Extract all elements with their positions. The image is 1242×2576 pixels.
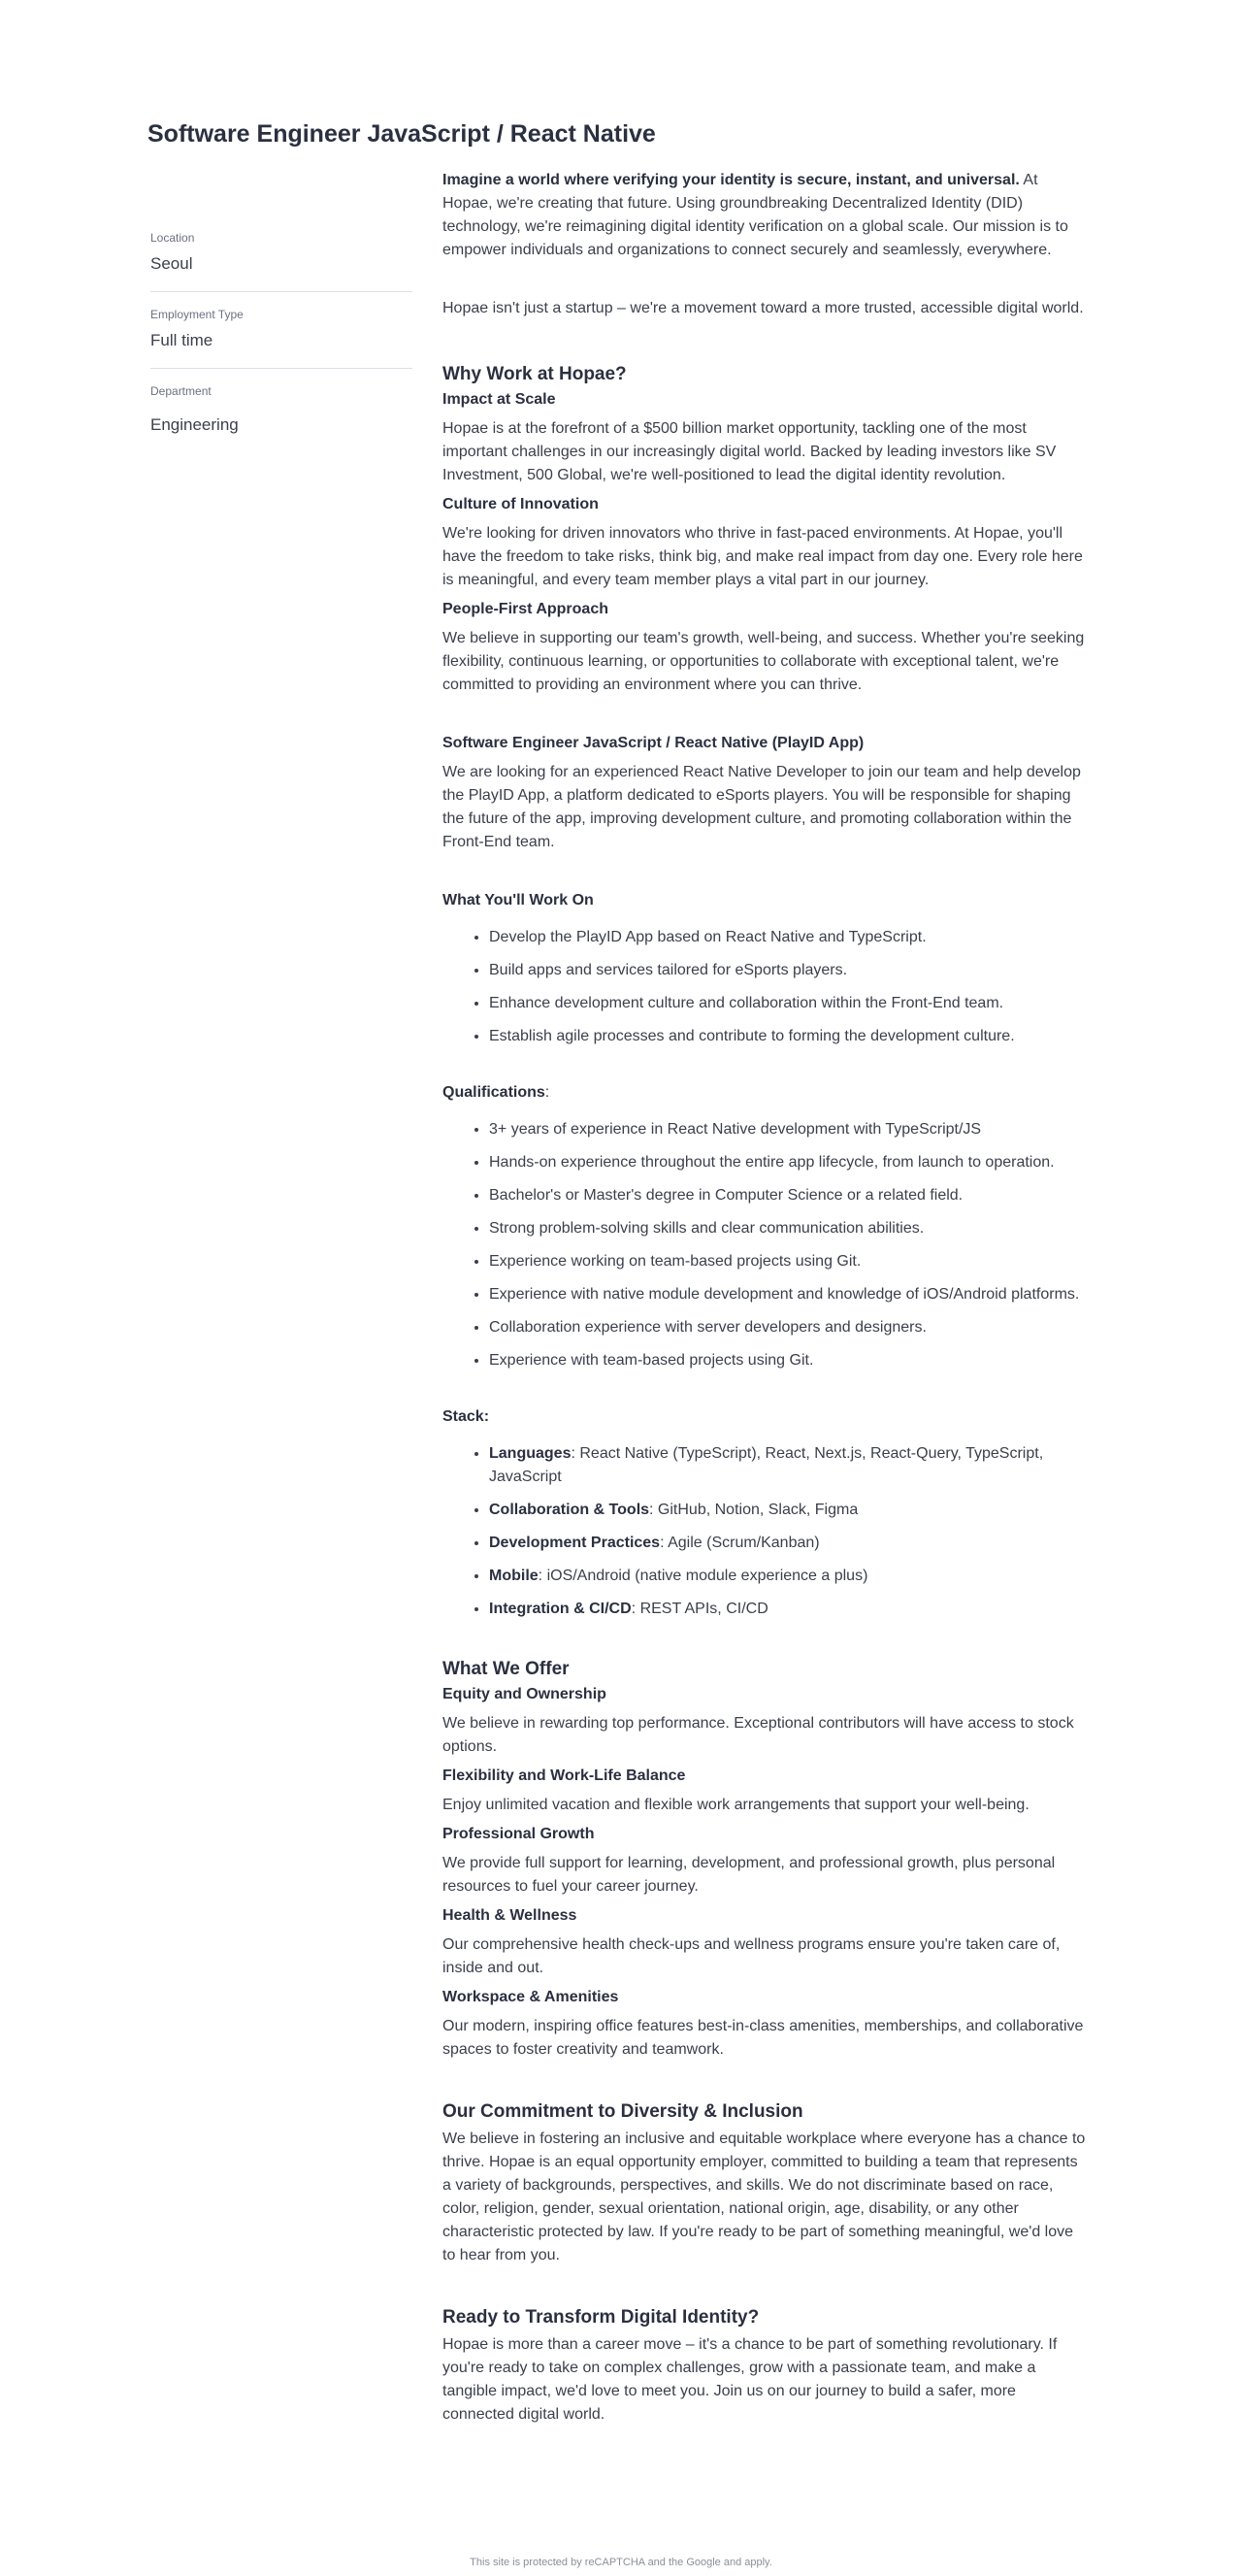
list-item: • Establish agile processes and contribute to forming the development culture.	[489, 1025, 1088, 1048]
offer-item-text: We provide full support for learning, development, and professional growth, plus personal resources to fuel your career journey.	[442, 1855, 1056, 1895]
list-item: • Experience working on team-based projects using Git.	[489, 1250, 1088, 1273]
offer-item-title: Flexibility and Work-Life Balance	[442, 1767, 686, 1784]
intro-text: At Hopae, we're creating that future. Using groundbreaking Decentralized Identity (DID) technology, we're reimagining digital identity verification on a global scale. Our mission is to empower individuals and organizations to connect securely and seamlessly, everywhere.	[442, 172, 1068, 258]
list-item: • Strong problem-solving skills and clear communication abilities.	[489, 1217, 1088, 1240]
job-details-sidebar	[150, 229, 412, 437]
offer-item-text: Our comprehensive health check-ups and wellness programs ensure you're taken care of, inside and out.	[442, 1936, 1061, 1976]
intro-paragraph	[442, 169, 1088, 262]
ready-heading: Ready to Transform Digital Identity?	[442, 2307, 760, 2328]
department-value: Engineering	[150, 415, 239, 434]
location-value: Seoul	[150, 254, 193, 273]
list-item	[489, 1565, 1088, 1588]
qualifications-heading	[442, 1081, 1088, 1105]
offer-item-text: We believe in rewarding top performance. Exceptional contributors will have access to stock options.	[442, 1715, 1074, 1755]
job-description	[442, 169, 1088, 2427]
offer-item-title: Health & Wellness	[442, 1907, 577, 1924]
list-item: • Bachelor's or Master's degree in Computer Science or a related field.	[489, 1184, 1088, 1207]
offer-item-text: Enjoy unlimited vacation and flexible work arrangements that support your well-being.	[442, 1797, 1030, 1813]
role-description: We are looking for an experienced React Native Developer to join our team and help develop the PlayID App, a platform dedicated to eSports players. You will be responsible for shaping the future of the app, improving development culture, and promoting collaboration within the Front-End team.	[442, 764, 1081, 850]
stack-value: : GitHub, Notion, Slack, Figma	[649, 1502, 859, 1518]
employment-type-label: Employment Type	[150, 308, 244, 321]
list-item: • Develop the PlayID App based on React Native and TypeScript.	[489, 926, 1088, 949]
why-item-title: Culture of Innovation	[442, 496, 599, 512]
stack-value: : React Native (TypeScript), React, Next.js, React-Query, TypeScript, JavaScript	[489, 1445, 1044, 1485]
stack-key: Development Practices	[489, 1535, 661, 1551]
department-field	[150, 382, 412, 437]
list-item	[489, 1442, 1088, 1489]
offer-item-title: Equity and Ownership	[442, 1686, 606, 1702]
list-item: • Experience with team-based projects using Git.	[489, 1349, 1088, 1372]
list-item	[489, 1499, 1088, 1522]
why-work-heading: Why Work at Hopae?	[442, 364, 627, 384]
diversity-heading: Our Commitment to Diversity & Inclusion	[442, 2101, 803, 2122]
list-item: • 3+ years of experience in React Native development with TypeScript/JS	[489, 1118, 1088, 1141]
qualifications-title: Qualifications	[442, 1084, 545, 1101]
qualifications-colon: :	[544, 1084, 550, 1101]
why-item-text: We believe in supporting our team's growth, well-being, and success. Whether you're seeking flexibility, continuous learning, or opportunities to collaborate with exceptional talent, we're committed to providing an environment where you can thrive.	[442, 630, 1085, 693]
why-item-text: Hopae is at the forefront of a $500 billion market opportunity, tackling one of the most important challenges in our increasingly digital world. Backed by leading investors like SV Investment, 500 Global, we're well-positioned to lead the digital identity revolution.	[442, 420, 1057, 483]
list-item: • Hands-on experience throughout the entire app lifecycle, from launch to operation.	[489, 1151, 1088, 1174]
why-item-text: We're looking for driven innovators who thrive in fast-paced environments. At Hopae, you'll have the freedom to take risks, think big, and make real impact from day one. Every role here is meaningful, and every team member plays a vital part in our journey.	[442, 525, 1083, 588]
location-field	[150, 229, 412, 292]
offer-heading: What We Offer	[442, 1659, 570, 1679]
location-label: Location	[150, 231, 195, 245]
role-heading: Software Engineer JavaScript / React Native (PlayID App)	[442, 735, 865, 751]
stack-key: Languages	[489, 1445, 572, 1462]
list-item: • Collaboration experience with server developers and designers.	[489, 1316, 1088, 1339]
stack-value: : iOS/Android (native module experience a plus)	[538, 1568, 868, 1584]
offer-item-text: Our modern, inspiring office features best-in-class amenities, memberships, and collaborative spaces to foster creativity and teamwork.	[442, 2018, 1084, 2058]
stack-key: Mobile	[489, 1568, 539, 1584]
page-title: Software Engineer JavaScript / React Native	[147, 120, 656, 148]
why-item-title: Impact at Scale	[442, 391, 556, 408]
list-item	[489, 1532, 1088, 1555]
department-label: Department	[150, 384, 212, 398]
stack-list	[442, 1442, 1088, 1621]
offer-item-title: Workspace & Amenities	[442, 1989, 619, 2005]
list-item: • Experience with native module development and knowledge of iOS/Android platforms.	[489, 1283, 1088, 1306]
employment-type-field	[150, 306, 412, 369]
offer-item-title: Professional Growth	[442, 1826, 595, 1842]
work-list	[442, 926, 1088, 1048]
diversity-text: We believe in fostering an inclusive and equitable workplace where everyone has a chance to thrive. Hopae is an equal opportunity employer, committed to building a team that represents a variety of backgrounds, perspectives, and skills. We do not discriminate based on race, color, religion, gender, sexual orientation, national origin, age, disability, or any other characteristic protected by law. If you're ready to be part of something meaningful, we'd love to hear from you.	[442, 2130, 1086, 2263]
stack-value: : REST APIs, CI/CD	[631, 1601, 768, 1617]
ready-text: Hopae is more than a career move – it's a chance to be part of something revolutionary. If you're ready to take on complex challenges, grow with a passionate team, and make a tangible impact, we'd love to meet you. Join us on our journey to build a safer, more connected digital world.	[442, 2336, 1058, 2423]
qualifications-list	[442, 1118, 1088, 1372]
stack-value: : Agile (Scrum/Kanban)	[660, 1535, 820, 1551]
employment-type-value: Full time	[150, 331, 213, 349]
list-item: • Enhance development culture and collaboration within the Front-End team.	[489, 992, 1088, 1015]
stack-key: Integration & CI/CD	[489, 1601, 632, 1617]
intro-bold: Imagine a world where verifying your identity is secure, instant, and universal.	[442, 172, 1020, 188]
list-item: • Build apps and services tailored for eSports players.	[489, 959, 1088, 982]
stack-key: Collaboration & Tools	[489, 1502, 650, 1518]
work-heading: What You'll Work On	[442, 892, 594, 908]
movement-paragraph: Hopae isn't just a startup – we're a movement toward a more trusted, accessible digital world.	[442, 300, 1084, 316]
why-item-title: People-First Approach	[442, 601, 608, 617]
stack-heading: Stack:	[442, 1408, 490, 1425]
list-item	[489, 1598, 1088, 1621]
recaptcha-notice: This site is protected by reCAPTCHA and the Google and apply.	[470, 2557, 772, 2568]
